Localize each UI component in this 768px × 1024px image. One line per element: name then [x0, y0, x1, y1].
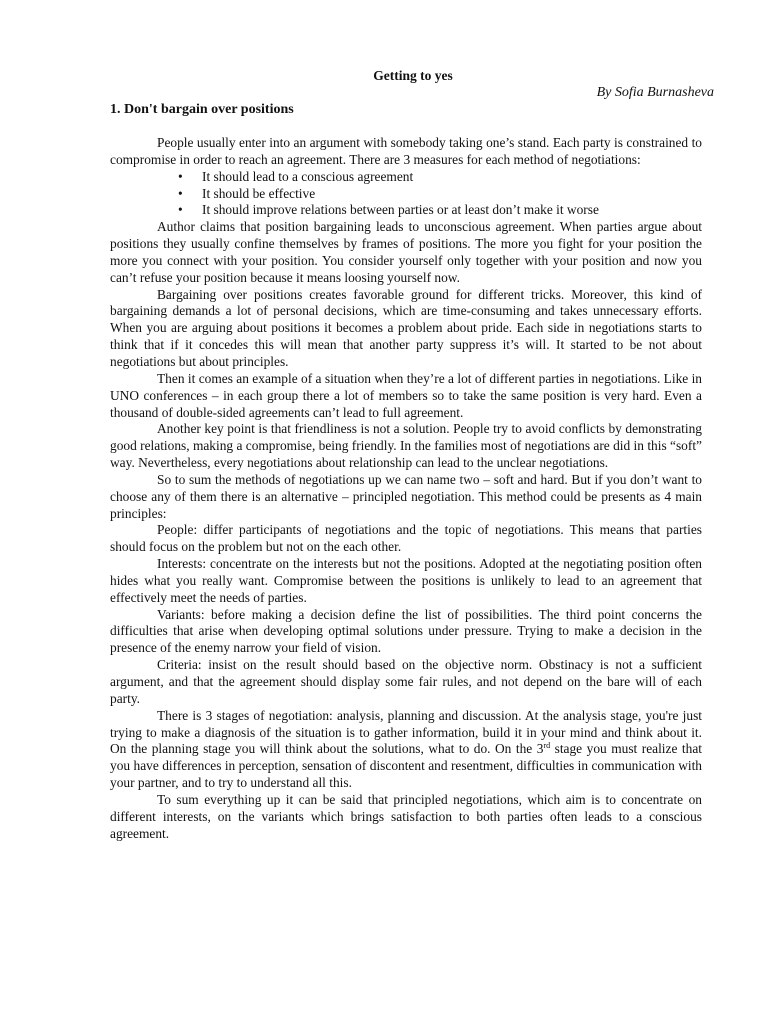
- ordinal-superscript: rd: [543, 741, 551, 751]
- stages-text-end: stage you must realize that you have differences in perception, sensation of discontent and resentment, difficulties in communication with your partner, and to try to understand all this.: [110, 741, 702, 791]
- paragraph-methods-summary: So to sum the methods of negotiations up we can name two – soft and hard. But if you don’t want to choose any of them there is an alternative – principled negotiation. This method could be presents as 4 main principles:: [110, 471, 702, 521]
- paragraph-position-bargaining: Author claims that position bargaining leads to unconscious agreement. When parties argue about positions they usually confine themselves by frames of positions. The more you fight for your position the more you connect with your position. You consider yourself only together with your position and now you can’t refuse your position because it means loosing yourself now.: [110, 219, 702, 285]
- paragraph-friendliness: Another key point is that friendliness is not a solution. People try to avoid conflicts by demonstrating good relations, making a compromise, being friendly. In the families most of negotiations are did in this “soft” way. Nevertheless, every negotiations about relationship can lead to the unclear negotiations.: [110, 421, 702, 471]
- list-item: [110, 202, 702, 219]
- intro-paragraph: People usually enter into an argument with somebody taking one’s stand. Each party is constrained to compromise in order to reach an agreement. There are 3 measures for each method of negotiations:: [110, 135, 702, 167]
- list-item-text: It should improve relations between parties or at least don’t make it worse: [202, 202, 599, 218]
- list-item-text: It should be effective: [202, 185, 316, 201]
- list-item: [110, 186, 702, 203]
- list-item-text: It should lead to a conscious agreement: [202, 168, 414, 184]
- paragraph-stages: [110, 708, 702, 792]
- paragraph-conclusion: To sum everything up it can be said that principled negotiations, which aim is to concentrate on different interests, on the variants which brings satisfaction to both parties often leads to a conscious agreement.: [110, 791, 702, 841]
- bullet-icon: •: [178, 202, 183, 218]
- document-title: Getting to yes: [373, 68, 453, 83]
- paragraph-tricks: Bargaining over positions creates favorable ground for different tricks. Moreover, this kind of bargaining demands a lot of personal decisions, which are time-consuming and takes unnecessary efforts. When you are arguing about positions it becomes a problem about pride. Each side in negotiations starts to think that if it concedes this will mean that another party suppress it’s will. It started to be not about negotiations but about principles.: [110, 286, 702, 369]
- document-body: [110, 135, 702, 842]
- paragraph-people: People: differ participants of negotiations and the topic of negotiations. This means that parties should focus on the problem but not on the each other.: [110, 522, 702, 555]
- stages-text-start: There is 3 stages of negotiation: analysis, planning and discussion. At the analysis stage, you're just trying to make a diagnosis of the situation is to gather information, build it in your mind and think about it. On the planning stage you will think about the solutions, what to do. On the 3: [110, 707, 702, 757]
- section-heading: 1. Don't bargain over positions: [110, 102, 294, 117]
- bullet-icon: •: [178, 185, 183, 201]
- list-item: [110, 169, 702, 186]
- document-author: By Sofia Burnasheva: [596, 85, 714, 100]
- measures-list: [110, 169, 702, 220]
- paragraph-variants: Variants: before making a decision define the list of possibilities. The third point concerns the difficulties that arise when developing optimal solutions under pressure. Trying to make a decision in the presence of the enemy narrow your field of vision.: [110, 606, 702, 656]
- paragraph-criteria: Criteria: insist on the result should based on the objective norm. Obstinacy is not a sufficient argument, and that the agreement should display some fair rules, and not depend on the bare will of each party.: [110, 657, 702, 706]
- paragraph-interests: Interests: concentrate on the interests but not the positions. Adopted at the negotiating position often hides what you really want. Compromise between the positions is unlikely to lead to an agreement that effectively meet the needs of parties.: [110, 556, 702, 605]
- bullet-icon: •: [178, 168, 183, 184]
- paragraph-many-parties: Then it comes an example of a situation when they’re a lot of different parties in negotiations. Like in UNO conferences – in each group there a lot of members so to take the same position is very hard. Even a thousand of double-sided agreements can’t lead to full agreement.: [110, 370, 702, 420]
